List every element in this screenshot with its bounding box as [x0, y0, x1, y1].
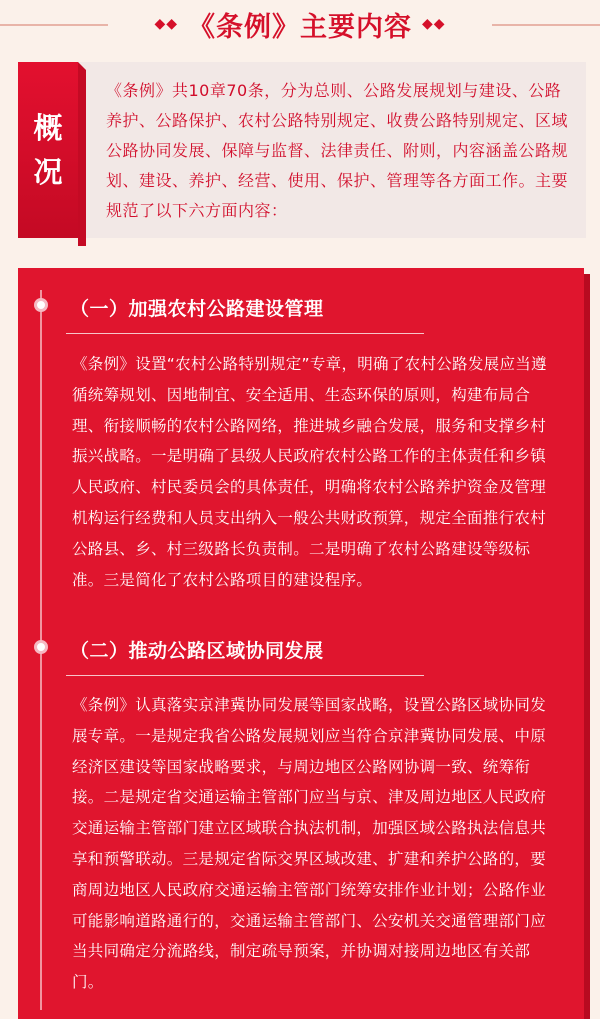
overview-tab-char-2: 况	[33, 155, 63, 189]
overview-tab	[18, 62, 78, 238]
section-heading: （一）加强农村公路建设管理	[70, 298, 324, 320]
overview-text: 《条例》共10章70条，分为总则、公路发展规划与建设、公路养护、公路保护、农村公路特别规定、收费公路特别规定、区域公路协同发展、保障与监督、法律责任、附则，内容涵盖公路规划、建设、养护、经营、使用、保护、管理等各方面工作。主要规范了以下六方面内容：	[106, 81, 569, 220]
overview-tab-char-1: 概	[33, 111, 63, 145]
section-body: 《条例》认真落实京津冀协同发展等国家战略，设置公路区域协同发展专章。一是规定我省公路发展规划应当符合京津冀协同发展、中原经济区建设等国家战略要求，与周边地区公路网协调一致、统筹衔接。二是规定省交通运输主管部门应当与京、津及周边地区人民政府交通运输主管部门建立区域联合执法机制，加强区域公路执法信息共享和预警联动。三是规定省际交界区域改建、扩建和养护公路的，要商周边地区人民政府交通运输主管部门统筹安排作业计划；公路作业可能影响道路通行的，交通运输主管部门、公安机关交通管理部门应当共同确定分流路线，制定疏导预案，并协调对接周边地区有关部门。	[72, 696, 547, 992]
section-divider	[66, 333, 424, 334]
overview-box	[18, 62, 586, 238]
left-diamond-ornament: ◆◆	[154, 16, 178, 32]
timeline-dot	[34, 298, 48, 312]
title-rule-right	[492, 24, 600, 26]
title-rule-left	[0, 24, 108, 26]
timeline-dot	[34, 640, 48, 654]
section-heading: （二）推动公路区域协同发展	[70, 640, 324, 662]
section-divider	[66, 675, 424, 676]
page-title-text: 《条例》主要内容	[188, 11, 412, 43]
right-diamond-ornament: ◆◆	[422, 16, 446, 32]
section-body: 《条例》设置“农村公路特别规定”专章，明确了农村公路发展应当遵循统筹规划、因地制宜、安全适用、生态环保的原则，构建布局合理、衔接顺畅的农村公路网络，推进城乡融合发展，服务和支撑乡村振兴战略。一是明确了县级人民政府农村公路工作的主体责任和乡镇人民政府、村民委员会的具体责任，明确将农村公路养护资金及管理机构运行经费和人员支出纳入一般公共财政预算，规定全面推行农村公路县、乡、村三级路长负责制。二是明确了农村公路建设等级标准。三是简化了农村公路项目的建设程序。	[72, 355, 547, 589]
